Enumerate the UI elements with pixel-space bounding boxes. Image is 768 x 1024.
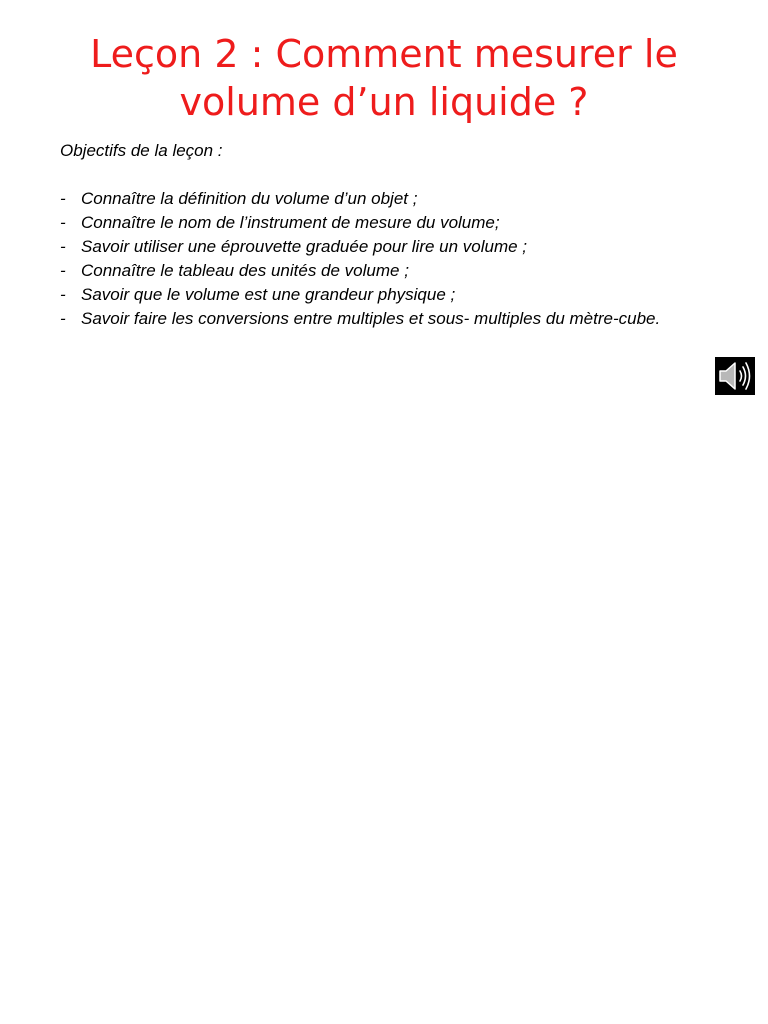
list-item [60,259,710,283]
objective-text: Savoir faire les conversions entre multiples et sous- multiples du mètre-cube. [81,309,661,328]
audio-play-button[interactable] [715,357,755,395]
objective-text: Savoir utiliser une éprouvette graduée pour lire un volume ; [81,237,528,256]
bullet-dash: - [60,213,66,232]
objective-text: Connaître le tableau des unités de volume ; [81,261,409,280]
page-title: Leçon 2 : Comment mesurer le volume d’un liquide ? [90,32,678,124]
bullet-dash: - [60,189,66,208]
objectives-section [60,139,710,331]
objectives-heading: Objectifs de la leçon : [60,141,223,160]
list-item [60,235,710,259]
speaker-icon [715,357,755,395]
list-item [60,187,710,211]
bullet-dash: - [60,285,66,304]
objective-text: Connaître le nom de l’instrument de mesure du volume; [81,213,500,232]
list-item [60,283,710,307]
bullet-dash: - [60,261,66,280]
objective-text: Savoir que le volume est une grandeur physique ; [81,285,456,304]
objective-text: Connaître la définition du volume d’un objet ; [81,189,418,208]
list-item [60,211,710,235]
list-item [60,307,710,331]
bullet-dash: - [60,309,66,328]
bullet-dash: - [60,237,66,256]
objectives-list [60,187,710,331]
